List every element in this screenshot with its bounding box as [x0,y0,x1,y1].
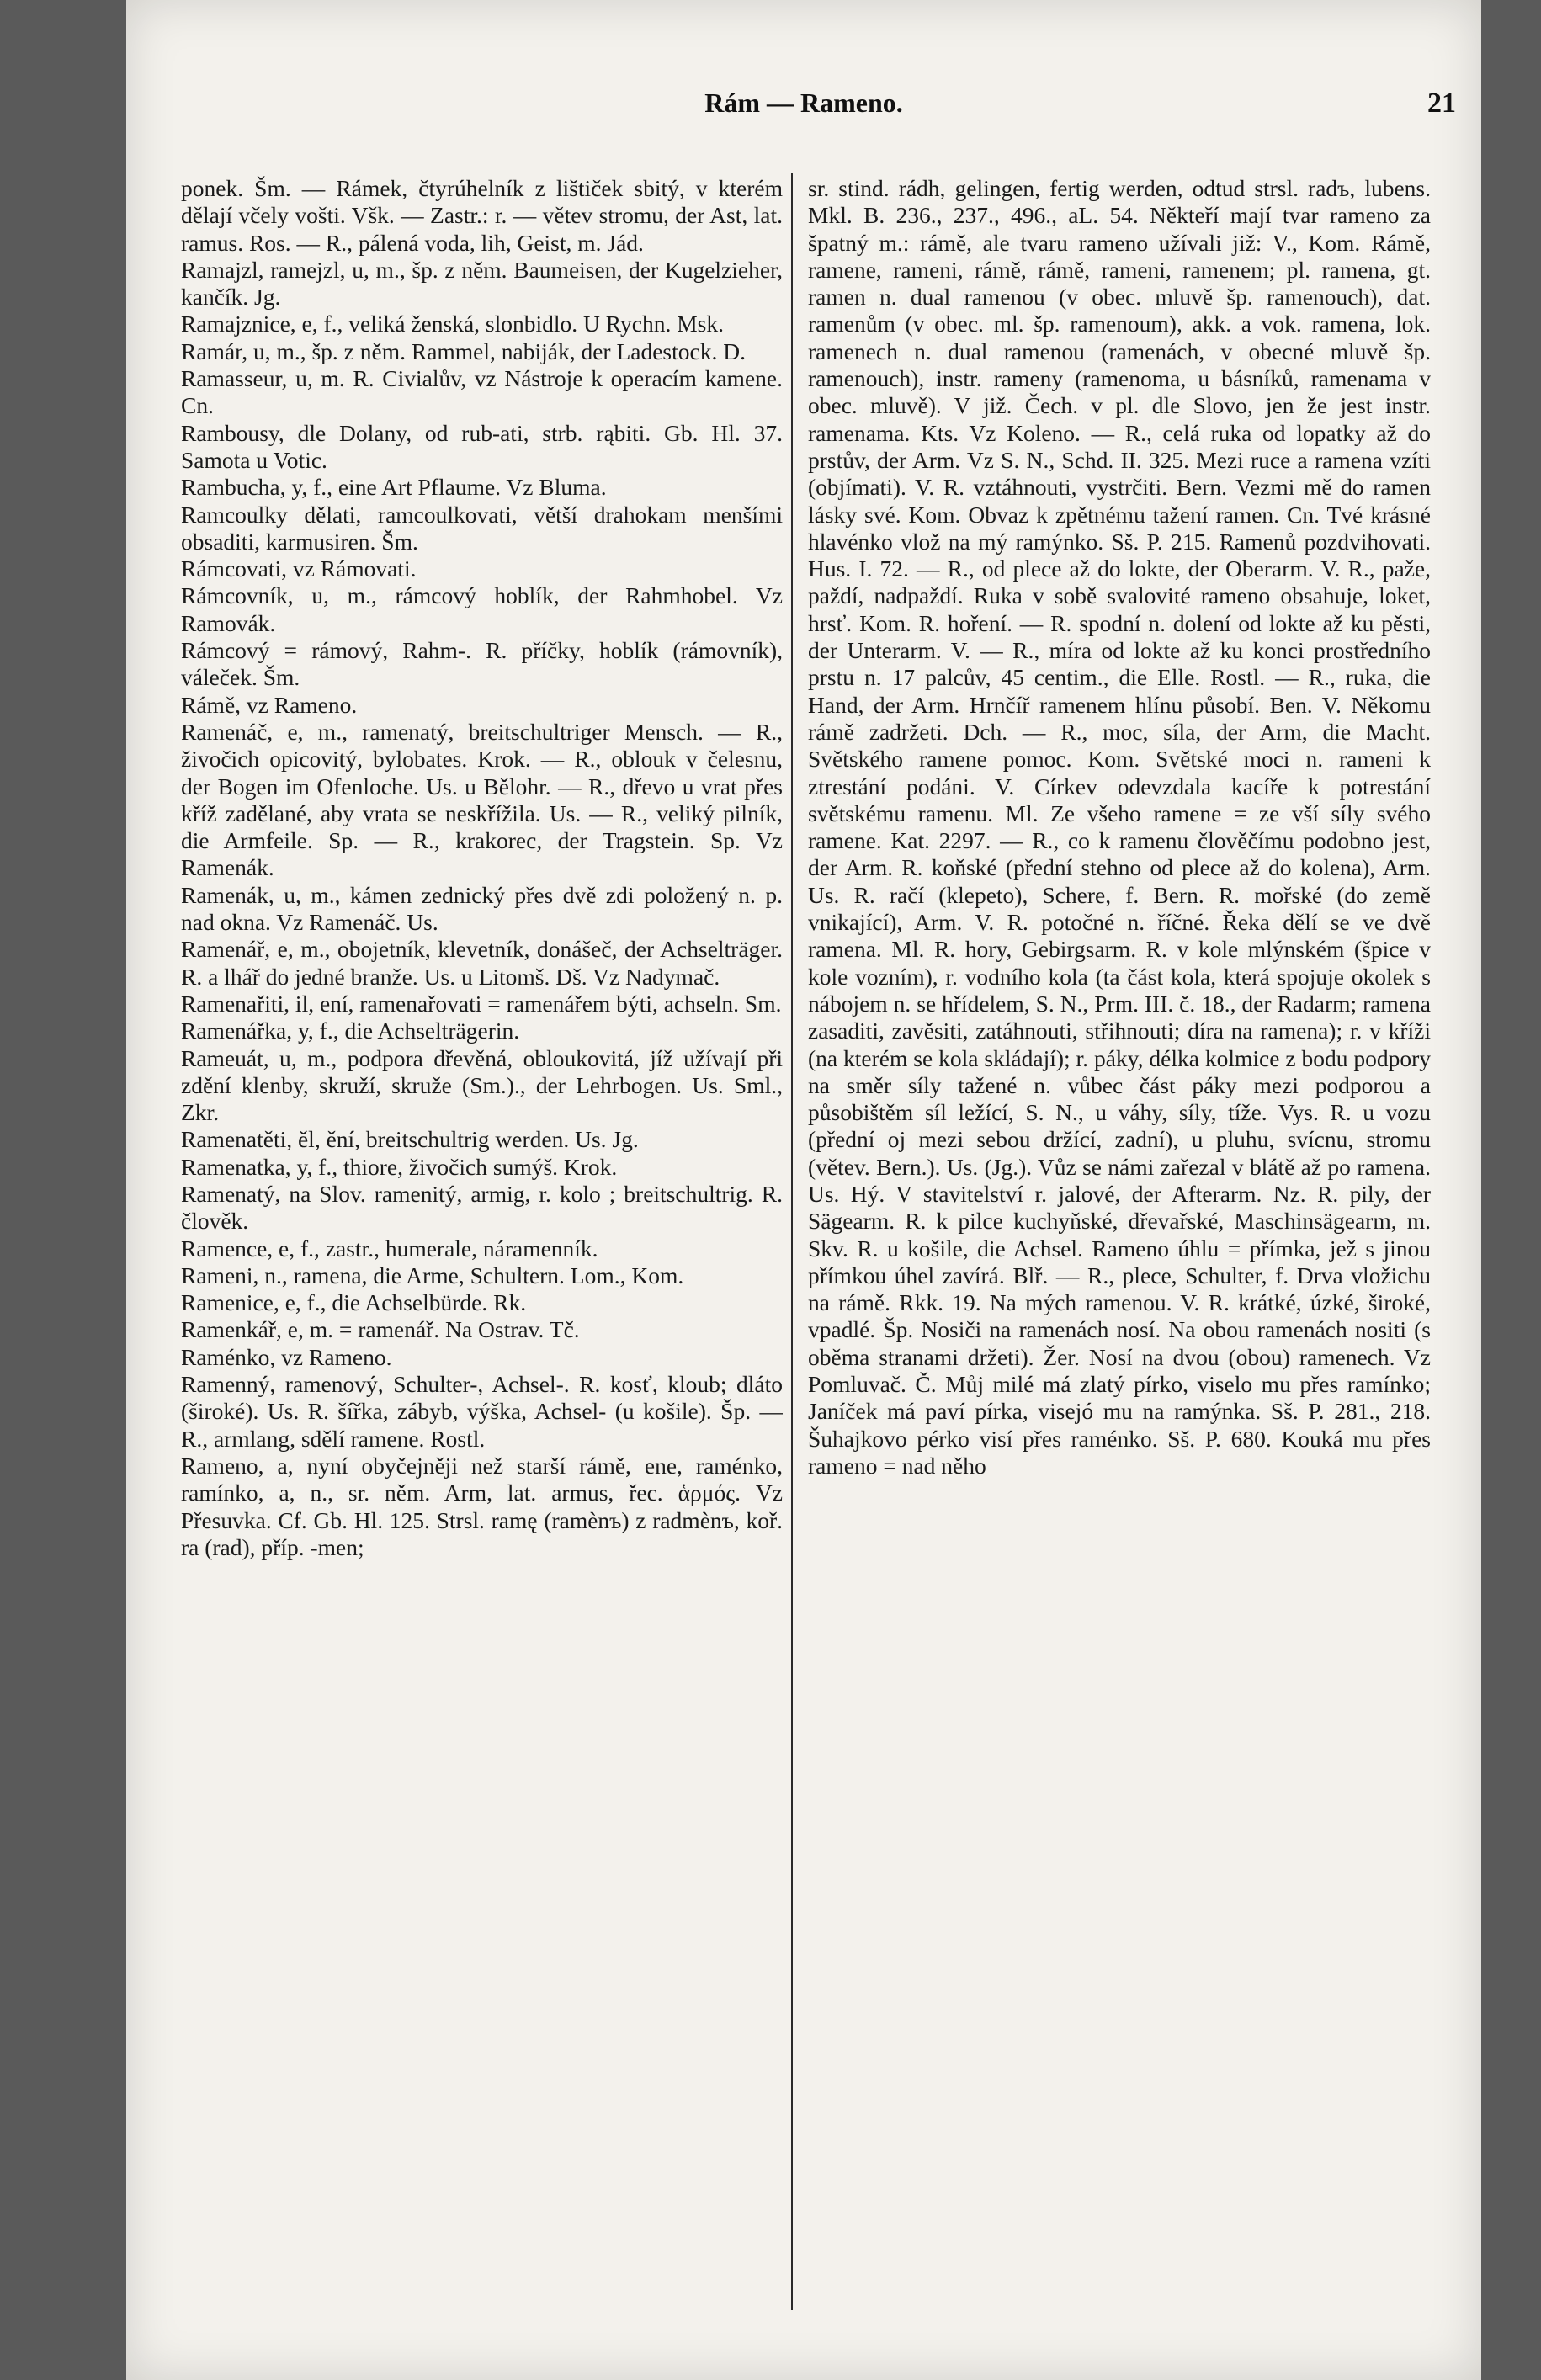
left-column [181,175,783,2330]
entry: Ramenný, ramenový, Schulter-, Achsel-. R. kosť, kloub; dláto (široké). Us. R. šířka, zábyb, výška, Achsel- (u košile). Šp. — R., armlang, sdělí ramene. Rostl. [181,1371,783,1452]
entry: Rameuát, u, m., podpora dřevěná, obloukovitá, jíž užívají při zdění klenby, skruží, skruže (Sm.)., der Lehrbogen. Us. Sml., Zkr. [181,1044,783,1126]
entry: Ramcoulky dělati, ramcoulkovati, větší drahokam menšími obsaditi, karmusiren. Šm. [181,501,783,555]
entry: ponek. Šm. — Rámek, čtyrúhelník z lištiček sbitý, v kterém dělají včely vošti. Všk. — Zastr.: r. — větev stromu, der Ast, lat. ramus. Ros. — R., pálená voda, lih, Geist, m. Jád. [181,175,783,256]
entry: Ramenářka, y, f., die Achselträgerin. [181,1017,520,1044]
entry: sr. stind. rádh, gelingen, fertig werden, odtud strsl. radъ, lubens. Mkl. B. 236., 237., 496., aL. 54. Někteří mají tvar rameno za špatný m.: rámě, ale tvaru rameno užívali již: V., Kom. Rámě, ramene, rameni, rámě, rámě, rameni, ramenem; pl. ramena, gt. ramen n. dual ramenou (v obec. mluvě šp. ramenouch), dat. ramenům (v obec. ml. šp. ramenoum), akk. a vok. ramena, lok. ramenech n. dual ramenou (ramenách, v obecné mluvě šp. ramenouch), instr. rameny (ramenoma, u básníků, ramenama v obec. mluvě). V již. Čech. v pl. dle Slovo, jen že jest instr. ramenama. Kts. Vz Koleno. — R., celá ruka od lopatky až do prstův, der Arm. Vz S. N., Schd. II. 325. Mezi ruce a ramena vzíti (objímati). V. R. vztáhnouti, vystrčiti. Bern. Vezmi mě do ramen lásky své. Kom. Obvaz k zpětnému tažení ramen. Cn. Tvé krásné hlavénko vlož na mý ramýnko. Sš. P. 215. Ramenů pozdvihovati. Hus. I. 72. — R., od plece až do lokte, der Oberarm. V. R., paže, paždí, nadpaždí. Ruka v sobě svalovité rameno obsahuje, loket, hrsť. Kom. R. hoření. — R. spodní n. dolení od lokte až ku pěsti, der Unterarm. V. — R., míra od lokte až ku konci prostředního prstu n. 17 palcův, 45 centim., die Elle. Rostl. — R., ruka, die Hand, der Arm. Hrnčíř ramenem hlínu působí. Ben. V. Někomu rámě zadržeti. Dch. — R., moc, síla, der Arm, die Macht. Světského ramene pomoc. Kom. Světské moci n. rameni k ztrestání podáni. V. Církev odevzdala kacíře k potrestání světskému ramenu. Ml. Ze všeho ramene = ze vší síly svého ramene. Kat. 2297. — R., co k ramenu člověčímu podobno jest, der Arm. R. koňské (přední stehno od plece až do kolena), Arm. Us. R. račí (klepeto), Schere, f. Bern. R. mořské (do země vnikající), Arm. V. R. potočné n. říčné. Řeka dělí se ve dvě ramena. Ml. R. hory, Gebirgsarm. R. v kole mlýnském (špice v kole vozním), r. vodního kola (ta část kola, která spojuje okolek s nábojem n. se hřídelem, S. N., Prm. III. č. 18., der Radarm; ramena zasaditi, zavěsiti, zatáhnouti, střihnouti; díra na ramena); r. v kříži (na kterém se kola skládají); r. páky, délka kolmice z bodu podpory na směr síly tažené n. vůbec část páky mezi podporou a působištěm síl ležící, S. N., u váhy, síly, tíže. Vys. R. u vozu (přední oj mezi sebou držící, zadní), u pluhu, svícnu, stromu (větev. Bern.). Us. (Jg.). Vůz se námi zařezal v blátě až po ramena. Us. Hý. V stavitelství r. jalové, der Afterarm. Nz. R. pily, der Sägearm. R. k pilce kuchyňské, dřevařské, Maschinsägearm, m. Skv. R. u košile, die Achsel. Rameno úhlu = přímka, jež s jinou přímkou úhel zavírá. Blř. — R., plece, Schulter, f. Drva vložichu na rámě. Rkk. 19. Na mých ramenou. V. R. krátké, úzké, široké, vpadlé. Šp. Nosiči na ramenách nosí. Na obou ramenách nositi (s oběma stranami držeti). Žer. Nosí na dvou (obou) ramenech. Vz Pomluvač. Č. Můj milé má zlatý pírko, viselo mu přes ramínko; Janíček má paví pírka, visejó mu na ramýnka. Sš. P. 281., 218. Šuhajkovo pérko visí přes raménko. Sš. P. 680. Kouká mu přes rameno = nad něho [808,175,1431,1479]
entry: Ramenatý, na Slov. ramenitý, armig, r. kolo ; breitschultrig. R. člověk. [181,1180,783,1235]
entry: Rámě, vz Rameno. [181,691,358,718]
entry: Ramasseur, u, m. R. Civialův, vz Nástroje k operacím kamene. Cn. [181,365,783,419]
entry: Ramajzl, ramejzl, u, m., šp. z něm. Baumeisen, der Kugelzieher, kančík. Jg. [181,256,783,311]
entry: Ramenice, e, f., die Achselbürde. Rk. [181,1289,527,1316]
entry: Ramenáč, e, m., ramenatý, breitschultriger Mensch. — R., živočich opicovitý, bylobates. Krok. — R., oblouk v čelesnu, der Bogen im Ofenloche. Us. u Bělohr. — R., dřevo u vrat přes kříž zadělané, aby vrata se neskřížila. Us. — R., veliký pilník, die Armfeile. Sp. — R., krakorec, der Tragstein. Sp. Vz Ramenák. [181,718,783,881]
page-number: 21 [1427,88,1456,119]
entry: Ramenatka, y, f., thiore, živočich sumýš. Krok. [181,1153,618,1180]
entry: Ramence, e, f., zastr., humerale, náramenník. [181,1235,598,1262]
column-divider [791,173,793,2310]
entry: Rambousy, dle Dolany, od rub-ati, strb. rąbiti. Gb. Hl. 37. Samota u Votic. [181,419,783,473]
entry: Rameno, a, nyní obyčejněji než starší rámě, ene, raménko, ramínko, a, n., sr. něm. Arm, lat. armus, řec. ἁρμός. Vz Přesuvka. Cf. Gb. Hl. 125. Strsl. ramę (ramènъ) z radmènъ, koř. ra (rad), příp. -men; [181,1452,783,1560]
entry: Ramajznice, e, f., veliká ženská, slonbidlo. U Rychn. Msk. [181,311,725,337]
entry: Rámcovati, vz Rámovati. [181,555,417,582]
entry: Raménko, vz Rameno. [181,1343,392,1370]
entry: Ramenář, e, m., obojetník, klevetník, donášeč, der Achselträger. R. a lhář do jedné branže. Us. u Litomš. Dš. Vz Nadymač. [181,936,783,990]
entry: Rameni, n., ramena, die Arme, Schultern. Lom., Kom. [181,1262,684,1288]
entry: Ramenák, u, m., kámen zednický přes dvě zdi položený n. p. nad okna. Vz Ramenáč. Us. [181,881,783,936]
right-column [808,175,1431,2330]
entry: Ramenkář, e, m. = ramenář. Na Ostrav. Tč. [181,1316,580,1343]
entry: Rámcový = rámový, Rahm-. R. příčky, hoblík (rámovník), váleček. Šm. [181,637,783,691]
entry: Rámcovník, u, m., rámcový hoblík, der Rahmhobel. Vz Ramovák. [181,582,783,636]
running-title: Rám — Rameno. [704,88,903,118]
entry: Rambucha, y, f., eine Art Pflaume. Vz Bluma. [181,474,607,501]
entry: Ramenařiti, il, ení, ramenařovati = ramenářem býti, achseln. Sm. [181,990,782,1017]
dictionary-page [126,0,1481,2380]
entry: Ramár, u, m., šp. z něm. Rammel, nabiják, der Ladestock. D. [181,337,746,364]
entry: Ramenatěti, ěl, ění, breitschultrig werden. Us. Jg. [181,1126,639,1153]
page-header [126,88,1481,138]
